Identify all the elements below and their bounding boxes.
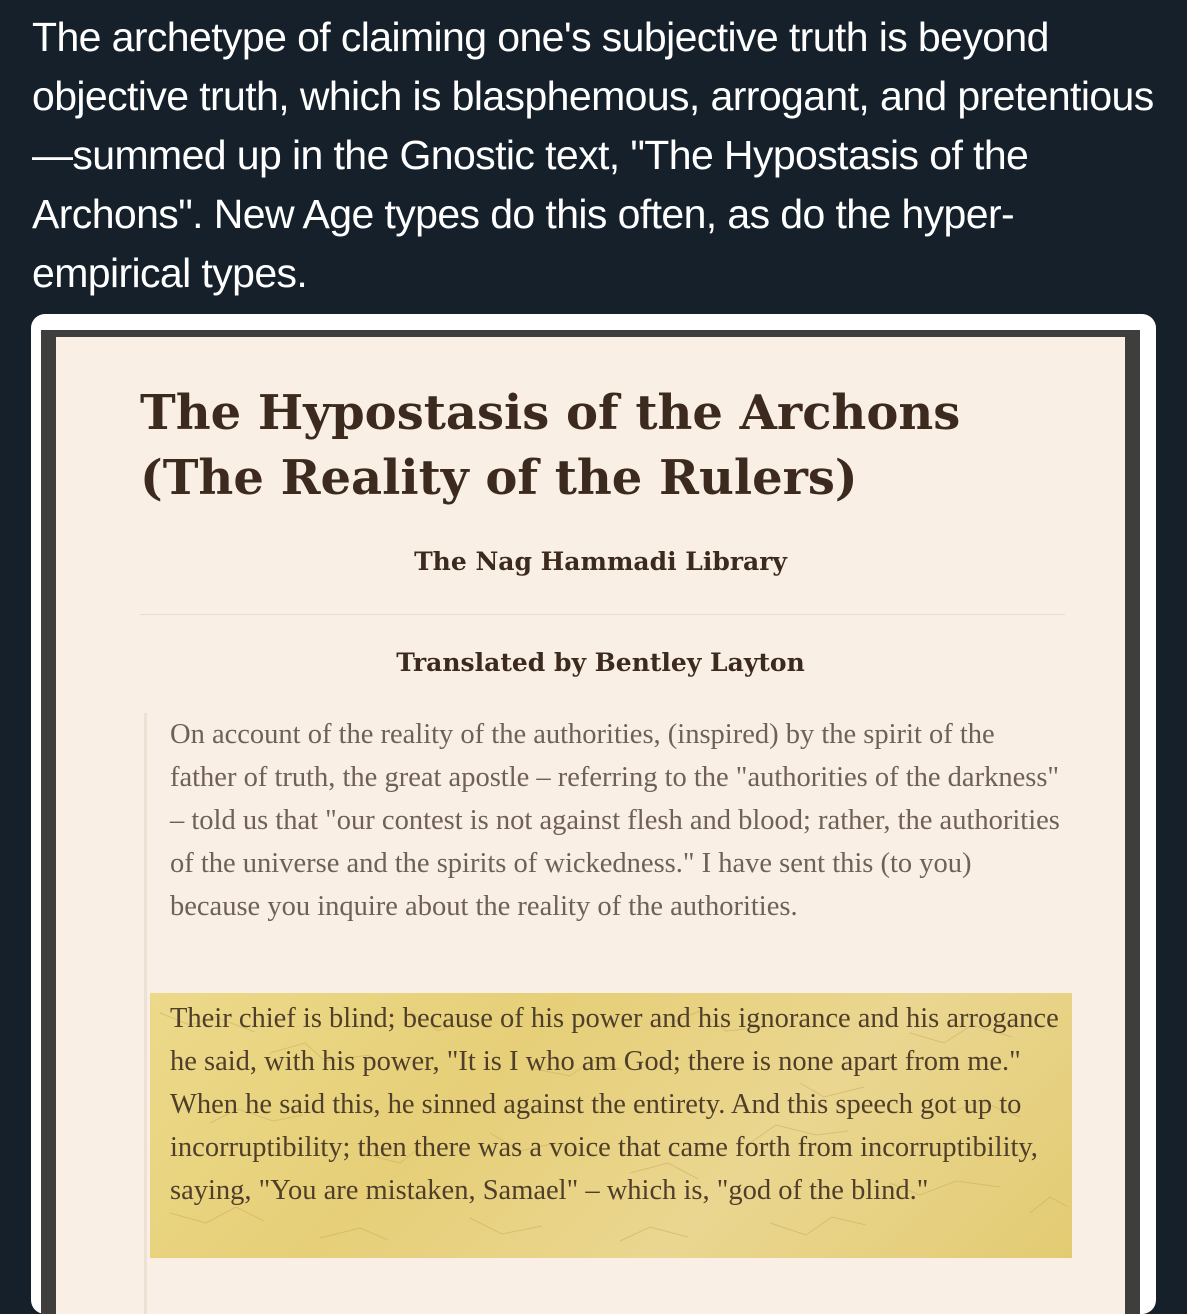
paragraph-1: On account of the reality of the authorities, (inspired) by the spirit of the father of truth, the great apostle – referring to the "authorities of the darkness" – told us that "our contest is not against flesh and blood; rather, the authorities of the universe and the spirits of wickedness." I have sent this (to you) because you inquire about the reality of the authorities. (170, 719, 1060, 922)
translator-credit: Translated by Bentley Layton (396, 648, 805, 677)
document-title: The Hypostasis of the Archons (The Reality of the Rulers) (140, 385, 961, 506)
screenshot-frame (41, 330, 1140, 1314)
divider (140, 614, 1065, 615)
highlighted-passage (150, 993, 1072, 1258)
tweet-text: The archetype of claiming one's subjective truth is beyond objective truth, which is blasphemous, arrogant, and pretentious —summed up in the Gnostic text, "The Hypostasis of the Archons". New Age types do this often, as do the hyper- empirical types. (32, 14, 1154, 296)
blockquote-bar (144, 713, 147, 1314)
document-page (56, 337, 1125, 1314)
paragraph-2: Their chief is blind; because of his power and his ignorance and his arrogance he said, with his power, "It is I who am God; there is none apart from me." When he said this, he sinned against the entirety. And this speech got up to incorruptibility; then there was a voice that came forth from incorruptibility, saying, "You are mistaken, Samael" – which is, "god of the blind." (170, 1003, 1059, 1206)
tweet-media-image[interactable] (31, 314, 1156, 1314)
library-name: The Nag Hammadi Library (414, 547, 787, 576)
